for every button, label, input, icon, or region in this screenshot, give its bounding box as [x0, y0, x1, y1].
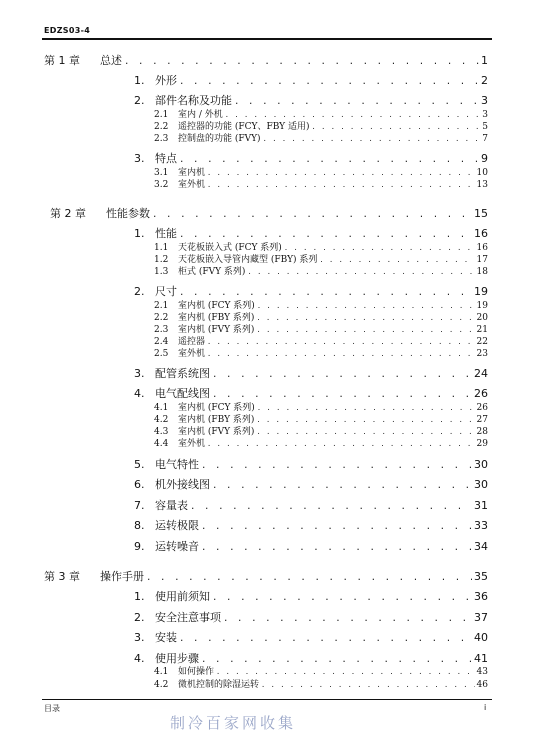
toc-page-number: 40	[474, 631, 488, 644]
toc-number: 2.4	[154, 337, 169, 347]
toc-number: 6.	[134, 478, 145, 491]
toc-title: 遥控器的功能 (FCY、FBY 适用)	[178, 122, 310, 132]
toc-page-number: 17	[476, 255, 488, 265]
toc-leader-dots	[124, 57, 479, 67]
toc-leader-dots	[212, 370, 472, 380]
document-code: EDZS03-4	[44, 26, 91, 35]
toc-title: 总述	[100, 54, 122, 67]
toc-title: 微机控制的除湿运转	[178, 680, 260, 690]
toc-leader-dots	[201, 543, 472, 553]
toc-leader-dots	[284, 244, 475, 252]
toc-number: 2.	[134, 611, 145, 624]
toc-leader-dots	[223, 614, 472, 624]
toc-number: 4.2	[154, 680, 169, 690]
toc-leader-dots	[179, 288, 472, 298]
toc-leader-dots	[263, 135, 481, 143]
toc-title: 性能参数	[106, 207, 150, 220]
toc-title: 外形	[155, 74, 177, 87]
toc-number: 4.4	[154, 439, 169, 449]
toc-number: 2.1	[154, 301, 169, 311]
toc-page-number: 10	[476, 168, 488, 178]
toc-section[interactable]	[134, 150, 488, 166]
toc-subsection[interactable]	[154, 131, 488, 144]
toc-leader-dots	[256, 326, 474, 334]
toc-leader-dots	[207, 440, 475, 448]
toc-subsection[interactable]	[154, 436, 488, 449]
toc-leader-dots	[207, 350, 475, 358]
toc-number: 4.1	[154, 403, 169, 413]
toc-section[interactable]	[134, 92, 488, 108]
toc-section[interactable]	[134, 456, 488, 472]
toc-title: 室内机 (FCY 系列)	[178, 403, 255, 413]
toc-title: 尺寸	[155, 285, 177, 298]
toc-number: 3.2	[154, 180, 169, 190]
toc-leader-dots	[261, 681, 475, 689]
toc-page-number: 34	[474, 540, 488, 553]
toc-section[interactable]	[134, 365, 488, 381]
toc-title: 室内机	[178, 168, 206, 178]
toc-section[interactable]	[134, 497, 488, 513]
toc-chapter[interactable]	[50, 205, 488, 221]
toc-section[interactable]	[134, 517, 488, 533]
toc-title: 室内机 (FCY 系列)	[178, 301, 255, 311]
toc-title: 室外机	[178, 349, 206, 359]
toc-page-number: 30	[474, 478, 488, 491]
toc-leader-dots	[247, 268, 474, 276]
toc-number: 3.	[134, 367, 145, 380]
toc-number: 1.	[134, 227, 145, 240]
toc-leader-dots	[207, 338, 475, 346]
toc-page-number: 27	[476, 415, 488, 425]
toc-title: 室内机 (FVY 系列)	[178, 427, 255, 437]
toc-number: 4.	[134, 652, 145, 665]
toc-chapter[interactable]	[44, 52, 488, 68]
toc-subsection[interactable]	[154, 177, 488, 190]
toc-leader-dots	[212, 593, 472, 603]
toc-leader-dots	[212, 481, 472, 491]
toc-page-number: 19	[474, 285, 488, 298]
toc-page-number: 29	[476, 439, 488, 449]
toc-number: 2.5	[154, 349, 169, 359]
toc-leader-dots	[319, 256, 474, 264]
header-rule	[42, 38, 492, 40]
toc-page-number: 36	[474, 590, 488, 603]
toc-number: 3.1	[154, 168, 169, 178]
toc-page-number: 20	[476, 313, 488, 323]
toc-page-number: 21	[476, 325, 488, 335]
toc-title: 使用步骤	[155, 652, 199, 665]
toc-number: 5.	[134, 458, 145, 471]
toc-leader-dots	[216, 668, 475, 676]
toc-section[interactable]	[134, 385, 488, 401]
toc-page-number: 13	[476, 180, 488, 190]
toc-page-number: 30	[474, 458, 488, 471]
toc-title: 机外接线图	[155, 478, 210, 491]
toc-leader-dots	[207, 169, 475, 177]
toc-page-number: 1	[481, 54, 488, 67]
toc-title: 安装	[155, 631, 177, 644]
toc-section[interactable]	[134, 476, 488, 492]
toc-number: 第 1 章	[44, 54, 80, 67]
toc-leader-dots	[179, 77, 479, 87]
toc-number: 3.	[134, 631, 145, 644]
toc-number: 8.	[134, 519, 145, 532]
toc-subsection[interactable]	[154, 664, 488, 677]
toc-page-number: 5	[482, 122, 488, 132]
toc-leader-dots	[201, 522, 472, 532]
toc-number: 1.1	[154, 243, 169, 253]
toc-page-number: 16	[474, 227, 488, 240]
toc-subsection[interactable]	[154, 346, 488, 359]
toc-page-number: 33	[474, 519, 488, 532]
toc-title: 运转噪音	[155, 540, 199, 553]
toc-number: 2.2	[154, 313, 169, 323]
toc-leader-dots	[225, 111, 481, 119]
toc-title: 天花板嵌入式 (FCY 系列)	[178, 243, 282, 253]
toc-page-number: 28	[476, 427, 488, 437]
toc-title: 运转极限	[155, 519, 199, 532]
toc-title: 天花板嵌入导管内藏型 (FBY) 系列	[178, 255, 318, 265]
toc-number: 3.	[134, 152, 145, 165]
toc-section[interactable]	[134, 72, 488, 88]
toc-number: 2.3	[154, 134, 169, 144]
toc-page-number: 3	[481, 94, 488, 107]
toc-number: 1.3	[154, 267, 169, 277]
toc-page-number: 37	[474, 611, 488, 624]
toc-title: 遥控器	[178, 337, 206, 347]
toc-title: 部件名称及功能	[155, 94, 232, 107]
toc-leader-dots	[146, 573, 472, 583]
toc-number: 1.	[134, 590, 145, 603]
toc-page-number: 2	[481, 74, 488, 87]
toc-title: 配管系统图	[155, 367, 210, 380]
toc-page-number: 26	[476, 403, 488, 413]
toc-title: 柜式 (FVY 系列)	[178, 267, 246, 277]
toc-title: 使用前须知	[155, 590, 210, 603]
toc-title: 室内机 (FBY 系列)	[178, 313, 255, 323]
watermark-text: 制冷百家网收集	[170, 714, 297, 732]
toc-page-number: 16	[476, 243, 488, 253]
toc-leader-dots	[212, 390, 472, 400]
toc-leader-dots	[179, 230, 472, 240]
toc-section[interactable]	[134, 588, 488, 604]
toc-leader-dots	[190, 502, 472, 512]
toc-page-number: 7	[482, 134, 488, 144]
toc-number: 2.	[134, 285, 145, 298]
toc-title: 室内机 (FVY 系列)	[178, 325, 255, 335]
toc-page-number: 22	[476, 337, 488, 347]
toc-page-number: 9	[481, 152, 488, 165]
toc-title: 如何操作	[178, 667, 215, 677]
toc-page-number: 24	[474, 367, 488, 380]
toc-page-number: 15	[474, 207, 488, 220]
toc-title: 容量表	[155, 499, 188, 512]
toc-title: 电气配线图	[155, 387, 210, 400]
toc-page-number: 3	[482, 110, 488, 120]
toc-title: 室外机	[178, 439, 206, 449]
toc-leader-dots	[257, 404, 475, 412]
toc-leader-dots	[152, 210, 472, 220]
toc-leader-dots	[234, 97, 479, 107]
toc-title: 电气特性	[155, 458, 199, 471]
toc-section[interactable]	[134, 283, 488, 299]
toc-title: 安全注意事项	[155, 611, 221, 624]
toc-number: 7.	[134, 499, 145, 512]
toc-leader-dots	[179, 155, 479, 165]
toc-chapter[interactable]	[44, 568, 488, 584]
toc-number: 2.1	[154, 110, 169, 120]
toc-page-number: 43	[476, 667, 488, 677]
toc-number: 4.3	[154, 427, 169, 437]
toc-leader-dots	[201, 461, 472, 471]
toc-page-number: 46	[476, 680, 488, 690]
toc-title: 室内 / 外机	[178, 110, 223, 120]
footer-page-number: i	[484, 703, 487, 712]
toc-leader-dots	[256, 416, 474, 424]
toc-leader-dots	[179, 634, 472, 644]
toc-page-number: 35	[474, 570, 488, 583]
toc-number: 1.2	[154, 255, 169, 265]
footer-rule	[42, 699, 492, 700]
toc-subsection[interactable]	[154, 264, 488, 277]
toc-leader-dots	[257, 302, 475, 310]
toc-number: 2.3	[154, 325, 169, 335]
toc-number: 2.2	[154, 122, 169, 132]
toc-section[interactable]	[134, 538, 488, 554]
toc-number: 9.	[134, 540, 145, 553]
toc-page-number: 41	[474, 652, 488, 665]
toc-number: 4.1	[154, 667, 169, 677]
toc-leader-dots	[311, 123, 480, 131]
toc-title: 控制盘的功能 (FVY)	[178, 134, 261, 144]
toc-leader-dots	[207, 181, 475, 189]
toc-page-number: 31	[474, 499, 488, 512]
toc-title: 操作手册	[100, 570, 144, 583]
toc-number: 第 2 章	[50, 207, 86, 220]
toc-section[interactable]	[134, 225, 488, 241]
toc-title: 特点	[155, 152, 177, 165]
toc-section[interactable]	[134, 629, 488, 645]
toc-title: 室内机 (FBY 系列)	[178, 415, 255, 425]
toc-title: 性能	[155, 227, 177, 240]
toc-page-number: 23	[476, 349, 488, 359]
toc-number: 4.2	[154, 415, 169, 425]
toc-page-number: 19	[476, 301, 488, 311]
toc-section[interactable]	[134, 609, 488, 625]
toc-number: 2.	[134, 94, 145, 107]
toc-leader-dots	[256, 314, 474, 322]
toc-number: 4.	[134, 387, 145, 400]
footer-section-label: 目录	[44, 704, 60, 713]
toc-leader-dots	[256, 428, 474, 436]
toc-number: 1.	[134, 74, 145, 87]
toc-page-number: 18	[476, 267, 488, 277]
toc-title: 室外机	[178, 180, 206, 190]
toc-subsection[interactable]	[154, 677, 488, 690]
toc-page-number: 26	[474, 387, 488, 400]
toc-number: 第 3 章	[44, 570, 80, 583]
